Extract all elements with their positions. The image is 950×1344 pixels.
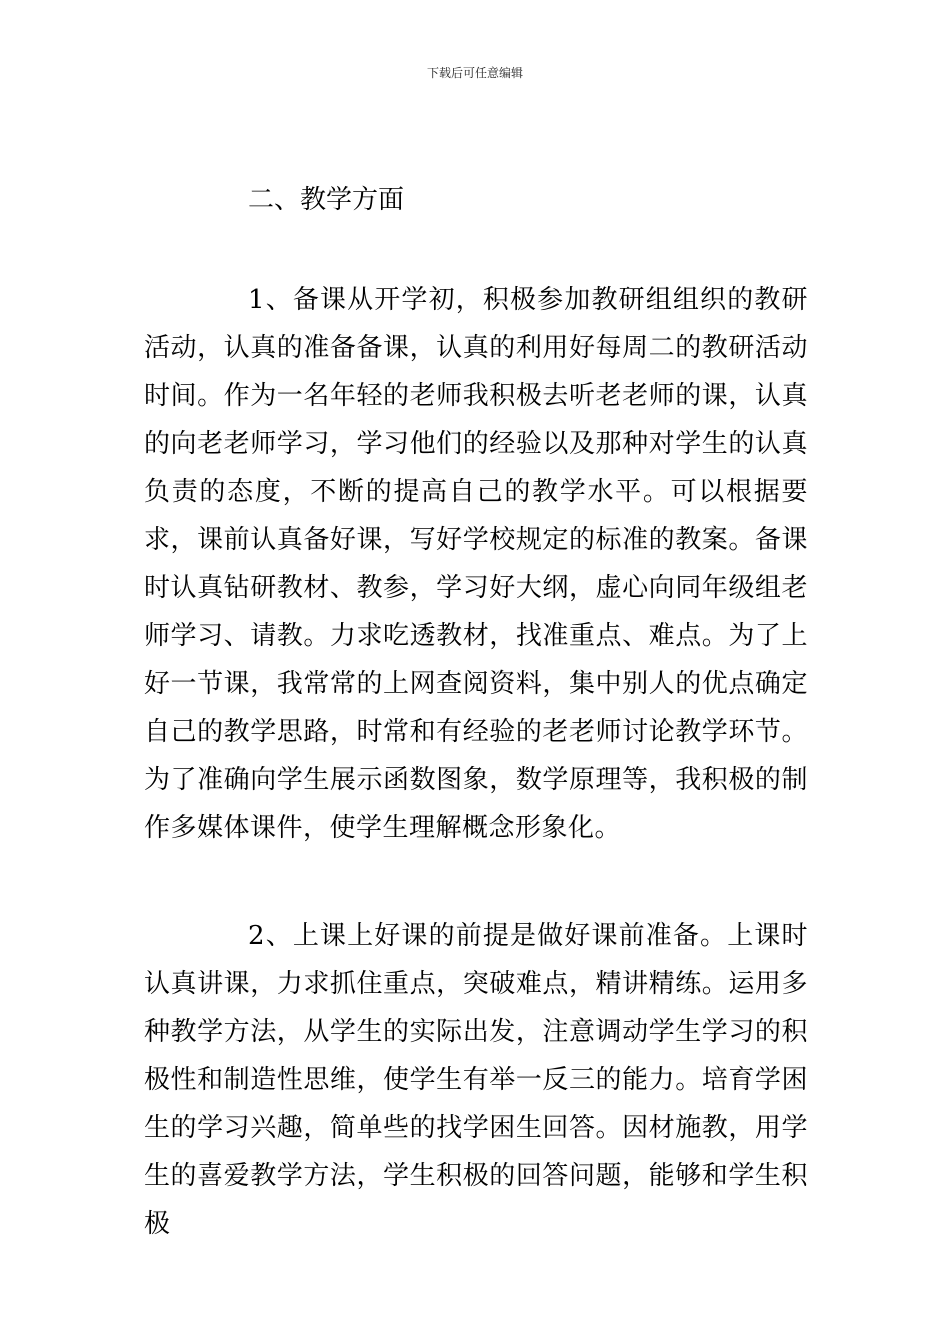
document-body [144,178,808,1248]
page-header-note: 下载后可任意编辑 [426,66,523,80]
section-title: 二、教学方面 [248,185,405,215]
paragraph-lesson-preparation: 1、备课从开学初，积极参加教研组组织的教研活动，认真的准备备课，认真的利用好每周二的教研活动时间。作为一名年轻的老师我积极去听老老师的课，认真的向老老师学习，学习他们的经验以及那种对学生的认真负责的态度，不断的提高自己的教学水平。可以根据要求，课前认真备好课，写好学校规定的标准的教案。备课时认真钻研教材、教参，学习好大纲，虚心向同年级组老师学习、请教。力求吃透教材，找准重点、难点。为了上好一节课，我常常的上网查阅资料，集中别人的优点确定自己的教学思路，时常和有经验的老老师讨论教学环节。为了准确向学生展示函数图象，数学原理等，我积极的制作多媒体课件，使学生理解概念形象化。 [144,285,808,843]
paragraph-teaching-class: 2、上课上好课的前提是做好课前准备。上课时认真讲课，力求抓住重点，突破难点，精讲精练。运用多种教学方法，从学生的实际出发，注意调动学生学习的积极性和制造性思维，使学生有举一反三的能力。培育学困生的学习兴趣，简单些的找学困生回答。因材施教，用学生的喜爱教学方法，学生积极的回答问题，能够和学生积极 [144,921,808,1239]
